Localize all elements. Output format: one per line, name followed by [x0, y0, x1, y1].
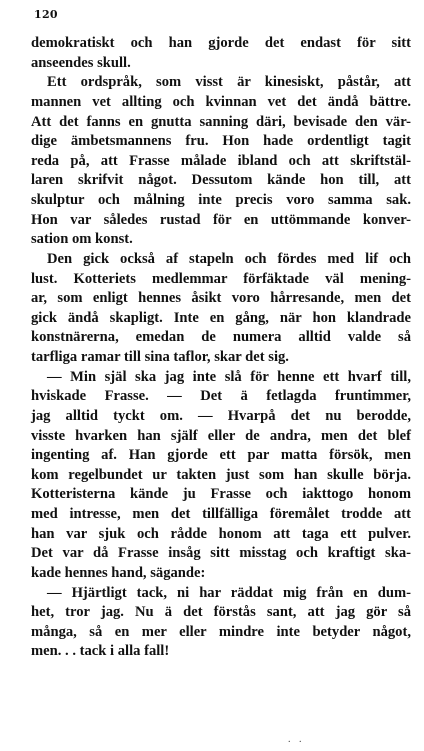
- paragraph: [31, 73, 411, 250]
- paragraph: [31, 368, 411, 584]
- text-line: Ett ordspråk, som visst är kinesiskt, påstår, att: [47, 74, 411, 91]
- body-text: [31, 34, 411, 662]
- paragraph: [31, 584, 411, 663]
- paragraph: [31, 250, 411, 368]
- text-line: Det var då Frasse insåg sitt misstag och kraftigt ska-: [31, 545, 411, 562]
- text-line: tarfliga ramar till sina taflor, skar det sig.: [31, 349, 289, 365]
- text-line: skulptur och målning inte precis voro samma sak.: [31, 192, 411, 208]
- text-line: demokratiskt och han gjorde det endast för sitt: [31, 35, 411, 51]
- text-line: ingenting af. Han gjorde ett par matta försök, men: [31, 447, 411, 464]
- text-line: ar, som enligt hennes åsikt voro hårresande, men det: [31, 290, 411, 307]
- text-line: lust. Kotteriets medlemmar förfäktade väl mening-: [31, 270, 411, 287]
- text-line: mannen vet allting och kvinnan vet det ändå bättre.: [31, 93, 411, 110]
- text-line: het, tror jag. Nu ä det förstås sant, att jag gör så: [31, 604, 411, 621]
- text-line: men. . . tack i alla fall!: [31, 643, 170, 660]
- text-line: konstnärerna, emedan de numera alltid valde så: [31, 329, 411, 346]
- text-line: kom regelbundet ur takten just som han skulle börja.: [31, 466, 411, 483]
- page-number: 120: [34, 8, 58, 21]
- text-line: Kotteristerna kände ju Frasse och iakttogo honom: [31, 486, 411, 503]
- text-line: jag alltid tyckt om. — Hvarpå det nu berodde,: [31, 407, 411, 424]
- text-line: Att det fanns en gnutta sanning däri, bevisade den vär-: [31, 113, 411, 130]
- text-line: hviskade Frasse. — Det ä fetlagda fruntimmer,: [31, 388, 411, 405]
- text-line: dige ämbetsmannens fru. Hon hade ordentligt tagit: [31, 133, 411, 150]
- text-line: han var sjuk och rådde honom att taga ett pulver.: [31, 525, 411, 542]
- text-line: reda på, att Frasse målade ibland och att skriftstäl-: [31, 152, 411, 169]
- text-line: kade hennes hand, sägande:: [31, 564, 206, 581]
- paragraph: [31, 34, 411, 73]
- text-line: med intresse, men det tillfälliga föremålet trodde att: [31, 506, 411, 522]
- text-line: laren skrifvit något. Dessutom kände hon till, att: [31, 172, 411, 189]
- footer-mark: . .: [288, 734, 305, 745]
- text-line: sation om konst.: [31, 231, 133, 248]
- text-line: många, så en mer eller mindre inte betyder något,: [31, 623, 411, 640]
- text-line: — Min själ ska jag inte slå för henne ett hvarf till,: [47, 368, 411, 385]
- text-line: visste hvarken han själf eller de andra, men det blef: [31, 427, 411, 444]
- text-line: gick ändå skapligt. Inte en gång, när hon klandrade: [31, 309, 411, 326]
- text-line: anseendes skull.: [31, 54, 131, 71]
- text-line: Den gick också af stapeln och fördes med lif och: [47, 250, 411, 267]
- text-line: Hon var således rustad för en uttömmande konver-: [31, 211, 411, 228]
- text-line: — Hjärtligt tack, ni har räddat mig från en dum-: [47, 584, 411, 601]
